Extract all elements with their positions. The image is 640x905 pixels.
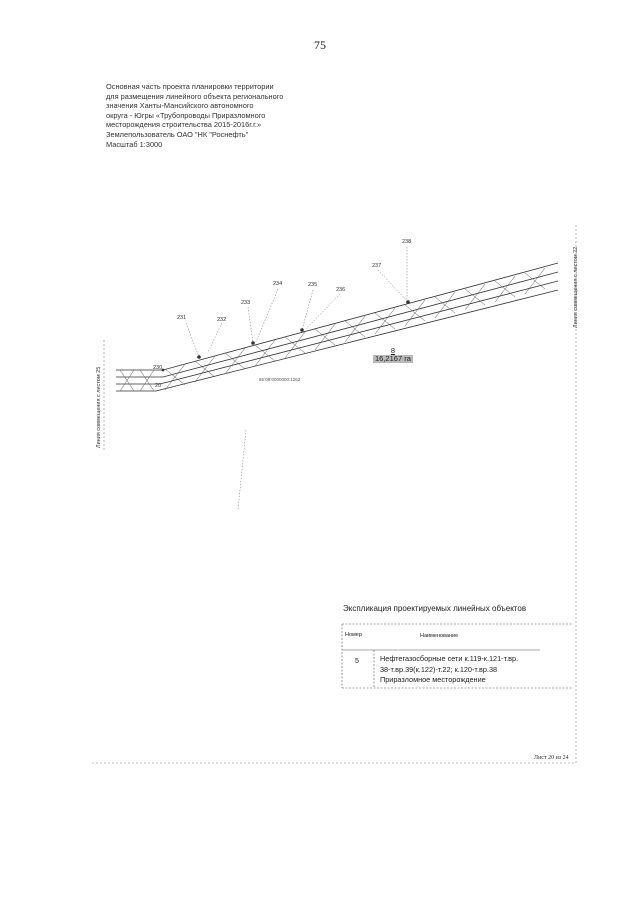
point-label: 232 [217, 317, 227, 323]
point-label: 230 [153, 365, 163, 371]
column-header-name: Наименование [420, 633, 459, 639]
row-name-line: Нефтегазосборные сети к.119-к.121-т.вр. [380, 654, 519, 663]
title-line: Основная часть проекта планировки территории [106, 82, 274, 91]
page-number: 75 [314, 38, 326, 52]
title-line: значения Ханты-Мансийского автономного [106, 101, 254, 111]
scale-line: Масштаб 1:3000 [106, 139, 163, 149]
column-header-number: Номер [345, 632, 362, 638]
point-label: 20 [155, 383, 162, 389]
row-number: 5 [355, 658, 359, 665]
row-name-line: 38-т.вр.39(к.122)-т.22; к.120-т.вр.38 [380, 664, 498, 674]
cadastral-number: 86:08:0000000:1262 [259, 377, 301, 382]
explication-table [342, 624, 572, 688]
title-line: для размещения линейного объекта регионального [106, 91, 284, 101]
land-user-line: Землепользователь ОАО "НК "Роснефть" [106, 129, 249, 139]
point-label: 236 [336, 287, 346, 293]
point-label: 234 [273, 281, 283, 287]
sheet-number: Лист 20 из 24 [534, 755, 569, 761]
match-line-right: Линия совмещения с листом 22 [573, 246, 579, 328]
area-label [373, 347, 413, 363]
point-label: 238 [402, 239, 412, 245]
explication-title: Экспликация проектируемых линейных объектов [343, 604, 527, 613]
pipeline-corridor [116, 263, 558, 391]
point-label: 233 [241, 300, 251, 306]
area-index: 8 [390, 346, 396, 355]
row-name-line: Приразломное месторождение [380, 675, 486, 684]
point-label: 231 [177, 315, 187, 321]
title-line: округа - Югры «Трубопроводы Приразломного [106, 110, 266, 120]
row-name [380, 654, 570, 686]
area-value: 16,2167 га [375, 354, 411, 363]
corridor-hatching [120, 268, 545, 391]
match-line-left: Линия совмещения с листом 25 [96, 366, 102, 448]
point-label: 237 [372, 263, 382, 269]
title-line: месторождения строительства 2015-2016г.г.» [106, 120, 262, 130]
point-label: 235 [308, 282, 318, 288]
